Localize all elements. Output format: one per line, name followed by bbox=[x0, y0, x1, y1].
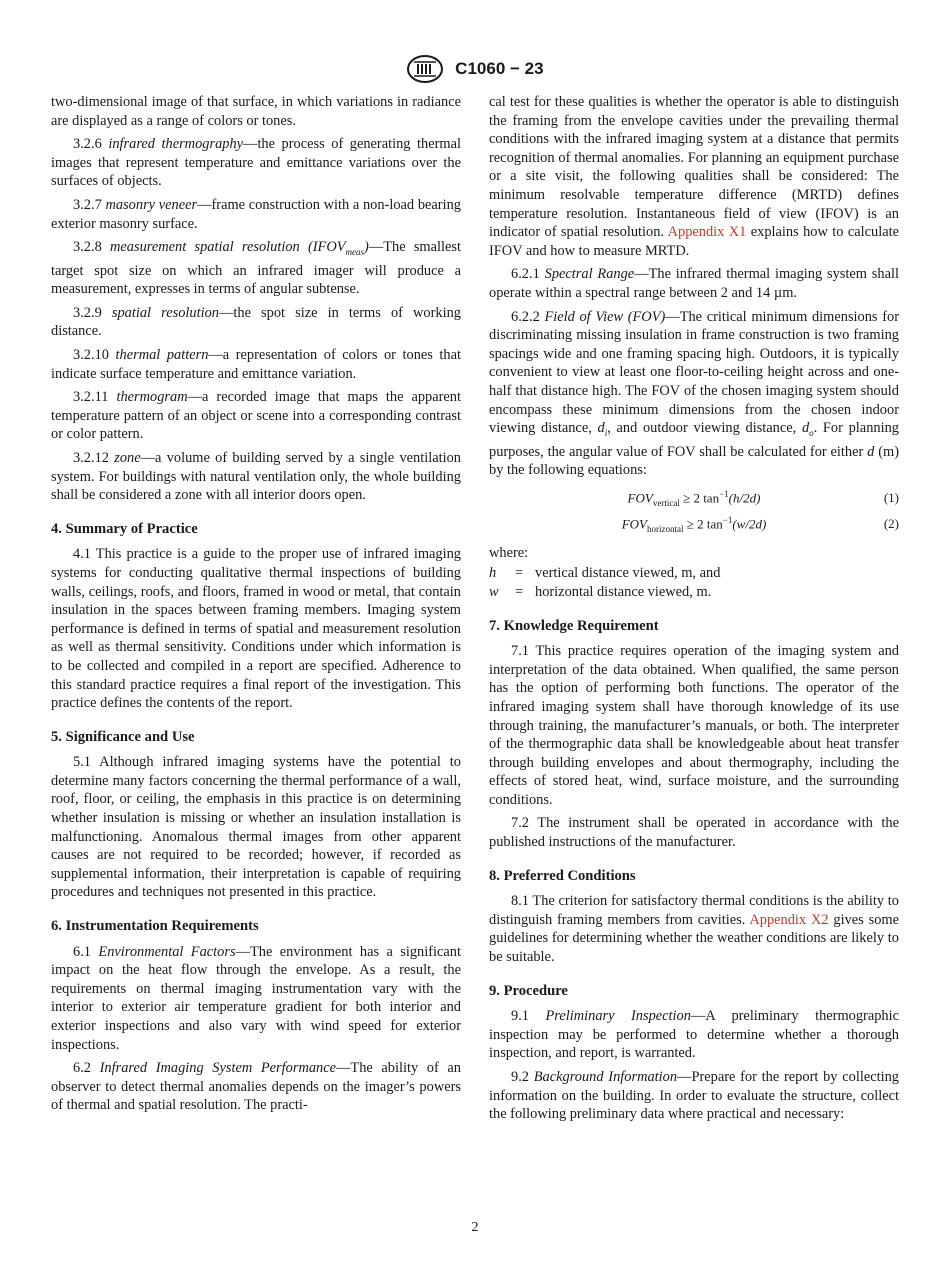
equation-2: $FOV_{horizontal} \ge 2$ $\tan^{-1}(w/2d)$ (2) bbox=[621, 514, 899, 534]
paragraph-9-1: 9.1 Preliminary Inspection—A preliminary thermographic inspection may be performed to determine whether a thorough inspection, and report, is warranted. bbox=[489, 1008, 899, 1062]
paragraph-6-2-continuation: cal test for these qualities is whether the operator is able to distinguish the framing from the envelope cavities under the prevailing thermal conditions with the infrared imaging system at a distance that permits recognition of thermal anomalies. For planning an equipment purchase or a site visit, the following qualities shall be considered: The minimum resolvable temperature difference (MRTD) defines temperature resolution. Instantaneous field of view (IFOV) is an indicator of spatial resolution. Appendix X1 explains how to calculate IFOV and how to measure MRTD. bbox=[489, 94, 899, 259]
paragraph-6-2-2: 6.2.2 Field of View (FOV)—The critical minimum dimensions for discriminating missing insulation in frame construction is two framing spacings wide and one framing spacing high. Outdoors, it is typically convenient to view at least one floor-to-ceiling height across and one-half that distance high. The FOV of the chosen imaging system should encompass these minimum dimensions from the chosen indoor viewing distance, $d_i$, and outdoor viewing distance, $d_o$. For planning purposes, the angular value of FOV shall be calculated for either d (m) by the following equations: bbox=[489, 308, 899, 479]
left-column bbox=[51, 93, 461, 1120]
equation-1: $FOV_{vertical} \ge 2$ $\tan^{-1}(h/2d)$ (1) bbox=[627, 488, 899, 508]
page-number: 2 bbox=[471, 1220, 479, 1235]
paragraph-6-1: 6.1 Environmental Factors—The environment has a significant impact on the heat flow through the envelope. As a result, the requirements on thermal imaging instrumentation vary with the interior to exterior air temperature gradient for both interior and exterior inspections and also vary with wind speed for exterior inspections. bbox=[51, 943, 461, 1053]
page-header bbox=[0, 54, 950, 84]
section-5-heading: 5. Significance and Use bbox=[51, 728, 195, 745]
appendix-x1-link[interactable]: Appendix X1 bbox=[667, 224, 747, 241]
appendix-x2-link[interactable]: Appendix X2 bbox=[749, 911, 829, 928]
paragraph-6-2: 6.2 Infrared Imaging System Performance—The ability of an observer to detect thermal anomalies depends on the imager’s powers of thermal and spatial resolution. The practi- bbox=[51, 1060, 461, 1114]
section-9-heading: 9. Procedure bbox=[489, 982, 568, 999]
definition-3-2-12: 3.2.12 zone—a volume of building served by a single ventilation system. For buildings with natural ventilation only, the whole building shall be considered a zone with all interior doors open. bbox=[51, 449, 461, 504]
definition-3-2-8: 3.2.8 measurement spatial resolution $(IFOV_{meas})—The$ smallest target spot size on which an infrared imager will produce a measurement, expresses in terms of angular subtense. bbox=[51, 239, 461, 298]
paragraph-continuation: two-dimensional image of that surface, in which variations in radiance are displayed as a range of colors or tones. bbox=[51, 94, 461, 129]
section-7-heading: 7. Knowledge Requirement bbox=[489, 617, 659, 634]
section-6-heading: 6. Instrumentation Requirements bbox=[51, 918, 259, 935]
definition-3-2-6: 3.2.6 infrared thermography—the process of generating thermal images that represent temperature and emittance variations over the surfaces of objects. bbox=[51, 136, 461, 190]
definition-3-2-7: 3.2.7 masonry veneer—frame construction with a non-load bearing exterior masonry surface. bbox=[51, 196, 461, 232]
paragraph-7-1: 7.1 This practice requires operation of the imaging system and interpretation of the data obtained. When qualified, the same person has the option of performing both functions. The operator of the infrared imaging system shall have thorough knowledge of its use through training, the manufacturer’s manuals, or both. The interpreter of the thermographic data shall be knowledgeable about heat transfer through building envelopes and about thermography, including the effects of stored heat, wind, surface moisture, and the surrounding conditions. bbox=[489, 643, 899, 808]
where-row-w: w = horizontal distance viewed, m. bbox=[489, 583, 712, 600]
paragraph-5-1: 5.1 Although infrared imaging systems have the potential to determine many factors concerning the thermal performance of a wall, roof, floor, or ceiling, the emphasis in this practice is on determining whether insulation is missing or whether an insulation installation is malfunctioning. Anomalous thermal images from other apparent causes are not required to be recorded; however, if recorded as supplemental information, their interpretation is capable of requiring procedures and techniques not presented in this practice. bbox=[51, 754, 461, 901]
right-column bbox=[489, 93, 899, 1129]
paragraph-9-2: 9.2 Background Information—Prepare for the report by collecting information on the building. In order to evaluate the structure, collect the following preliminary data where practical and necessary: bbox=[489, 1069, 899, 1123]
astm-logo-icon bbox=[406, 54, 444, 84]
equation-2-number: (2) bbox=[883, 516, 899, 532]
paragraph-4-1: 4.1 This practice is a guide to the proper use of infrared imaging systems for conducting qualitative thermal inspections of building walls, ceilings, roofs, and floors, framed in wood or metal, that contain insulation in the spaces between framing members. Imaging system performance is defined in terms of spatial and measurement resolution as well as thermal sensitivity. Conditions under which information is to be collected and compiled in a report are specified. Adherence to this standard practice requires a final report of the investigation. This practice defines the contents of the report. bbox=[51, 546, 461, 712]
definition-3-2-10: 3.2.10 thermal pattern—a representation of colors or tones that indicate surface temperature and emittance variation. bbox=[51, 347, 461, 382]
definition-3-2-11: 3.2.11 thermogram—a recorded image that maps the apparent temperature pattern of an object or scene into a corresponding contrast or color pattern. bbox=[51, 389, 461, 443]
where-label: where: bbox=[489, 544, 529, 561]
equation-1-number: (1) bbox=[883, 490, 899, 506]
section-4-heading: 4. Summary of Practice bbox=[51, 520, 198, 537]
section-8-heading: 8. Preferred Conditions bbox=[489, 867, 636, 884]
where-row-h: h = vertical distance viewed, m, and bbox=[489, 565, 721, 582]
paragraph-7-2: 7.2 The instrument shall be operated in accordance with the published instructions of the manufacturer. bbox=[489, 815, 899, 851]
definition-3-2-9: 3.2.9 spatial resolution—the spot size in terms of working distance. bbox=[51, 304, 461, 340]
document-code: C1060 − 23 bbox=[455, 59, 544, 78]
paragraph-6-2-1: 6.2.1 Spectral Range—The infrared thermal imaging system shall operate within a spectral range between 2 and 14 µm. bbox=[489, 266, 899, 301]
paragraph-8-1: 8.1 The criterion for satisfactory thermal conditions is the ability to distinguish framing members from cavities. Appendix X2 gives some guidelines for determining whether the weather conditions are likely to be suitable. bbox=[489, 893, 899, 966]
